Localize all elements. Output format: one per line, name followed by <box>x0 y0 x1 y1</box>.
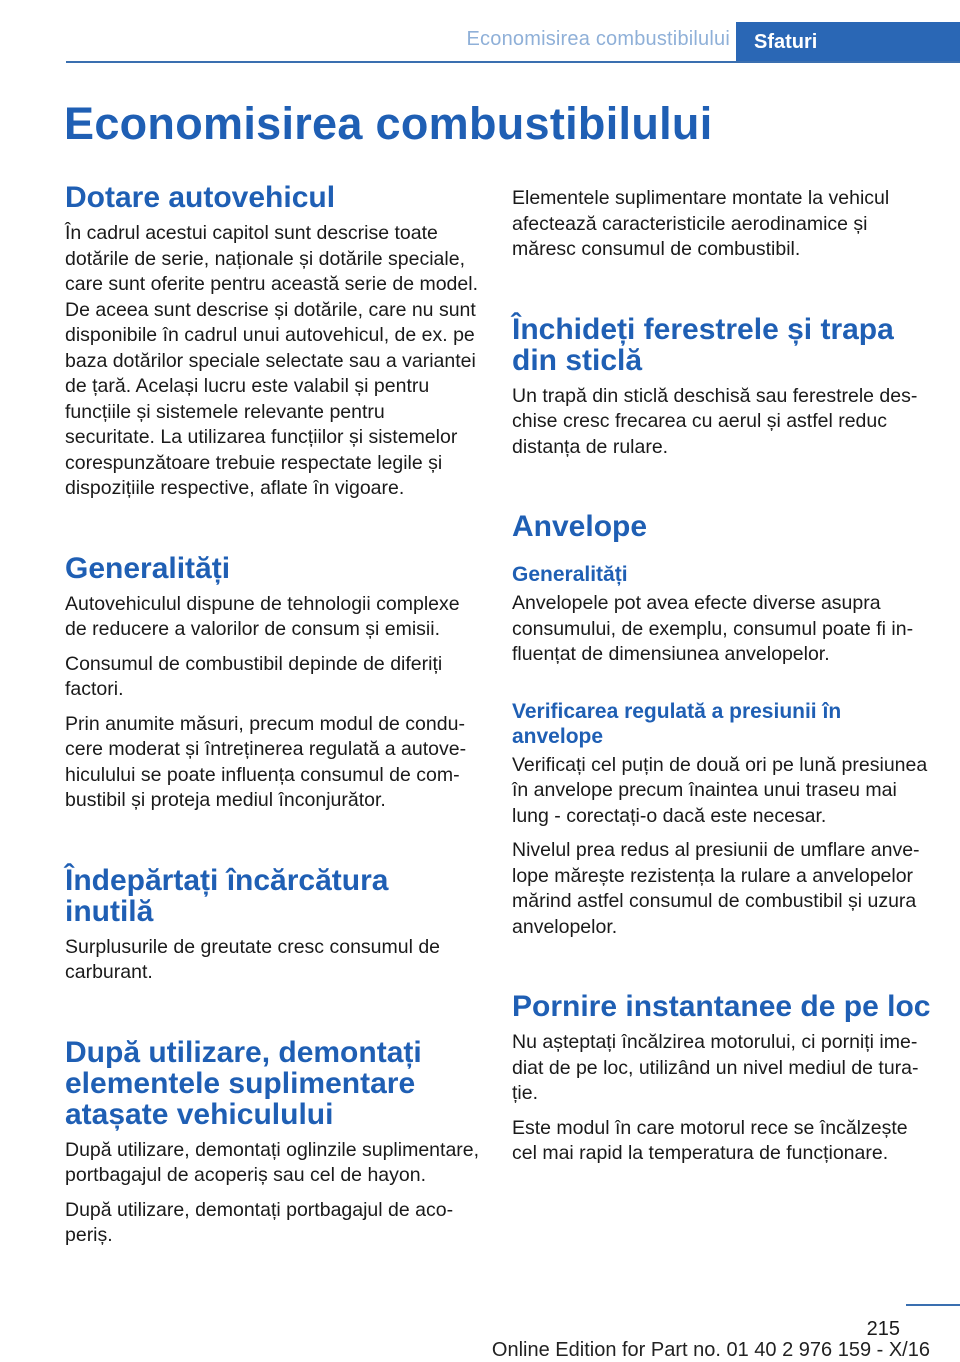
heading-incarcatura: Îndepărtați încărcătura inutilă <box>65 863 389 928</box>
page-title: Economisirea combustibilului <box>64 98 713 149</box>
right-column <box>512 186 932 1176</box>
heading-demontati: După utilizare, demontați elementele suplimentare atașate vehiculului <box>65 1035 422 1131</box>
paragraph-ferestre: Un trapă din sticlă deschisă sau ferestrele deschise cresc frecarea cu aerul și astfel reduc distanța de rulare. <box>512 384 918 458</box>
heading-pornire: Pornire instantanee de pe loc <box>512 990 931 1023</box>
heading-dotare: Dotare autovehicul <box>65 181 336 214</box>
heading-generalitati: Generalități <box>65 551 231 585</box>
paragraph-demontati-2: După utilizare, demontați portbagajul de acoperiș. <box>65 1198 454 1246</box>
left-column <box>65 182 480 1258</box>
paragraph-pornire-2: Este modul în care motorul rece se încălzește cel mai rapid la temperatura de funcționare. <box>512 1116 908 1164</box>
paragraph-dotare: În cadrul acestui capitol sunt descrise toate dotările de serie, naționale și dotările speciale, care sunt oferite pentru această serie de model. De aceea sunt descrise și dotările, care nu sunt disponibile în cadrul unui autovehicul, de ex. pe baza dotărilor speciale selectate sau a variantei de țară. Același lucru este valabil și pentru funcțiile și sistemele relevante pentru securitate. La utilizarea funcțiilor și sistemelor corespunzătoare trebuie respectate legile și dispozițiile respective, aflate în vigoare. <box>65 222 478 499</box>
paragraph-anvelope: Anvelopele pot avea efecte diverse asupra consumului, de exemplu, consumul poate fi influențat de dimensiunea anvelopelor. <box>512 592 914 665</box>
page-number: 215 <box>866 1318 900 1340</box>
footer-rule <box>906 1304 960 1306</box>
paragraph-verificarea-2: Nivelul prea redus al presiunii de umflare anvelope mărește rezistența la rulare a anvelopelor mărind astfel consumul de combustibil și uzura anvelopelor. <box>512 839 920 938</box>
running-header-section: Economisirea combustibilului <box>466 28 730 50</box>
footer-edition: Online Edition for Part no. 01 40 2 976 159 - X/16 <box>491 1339 930 1361</box>
paragraph-generalitati-3: Prin anumite măsuri, precum modul de conducere moderat și întreținerea regulată a autovehiculului se poate influența consumul de combustibil și proteja mediul înconjurător. <box>65 712 467 811</box>
paragraph-demontati-1: După utilizare, demontați oglinzile suplimentare, portbagajul de acoperiș sau cel de hayon. <box>65 1138 480 1186</box>
header-rule <box>66 61 960 63</box>
paragraph-elemente: Elementele suplimentare montate la vehicul afectează caracteristicile aerodinamice și măresc consumul de combustibil. <box>512 187 890 260</box>
subheading-verificarea: Verificarea regulată a presiunii în anvelope <box>512 699 842 748</box>
paragraph-generalitati-1: Autovehiculul dispune de tehnologii complexe de reducere a valorilor de consum și emisii. <box>65 592 460 640</box>
paragraph-incarcatura: Surplusurile de greutate cresc consumul de carburant. <box>65 935 441 983</box>
heading-anvelope: Anvelope <box>512 510 648 543</box>
paragraph-pornire-1: Nu așteptați încălzirea motorului, ci porniți imediat de pe loc, utilizând un nivel mediul de turație. <box>512 1031 919 1104</box>
subheading-generalitati: Generalități <box>512 563 628 586</box>
running-header-chapter: Sfaturi <box>736 22 960 63</box>
paragraph-verificarea-1: Verificați cel puțin de două ori pe lună presiunea în anvelope precum înaintea unui traseu mai lung - corectați-o dacă este necesar. <box>512 753 928 827</box>
paragraph-generalitati-2: Consumul de combustibil depinde de diferiți factori. <box>65 652 443 700</box>
heading-ferestre: Închideți ferestrele și trapa din sticlă <box>512 312 894 377</box>
